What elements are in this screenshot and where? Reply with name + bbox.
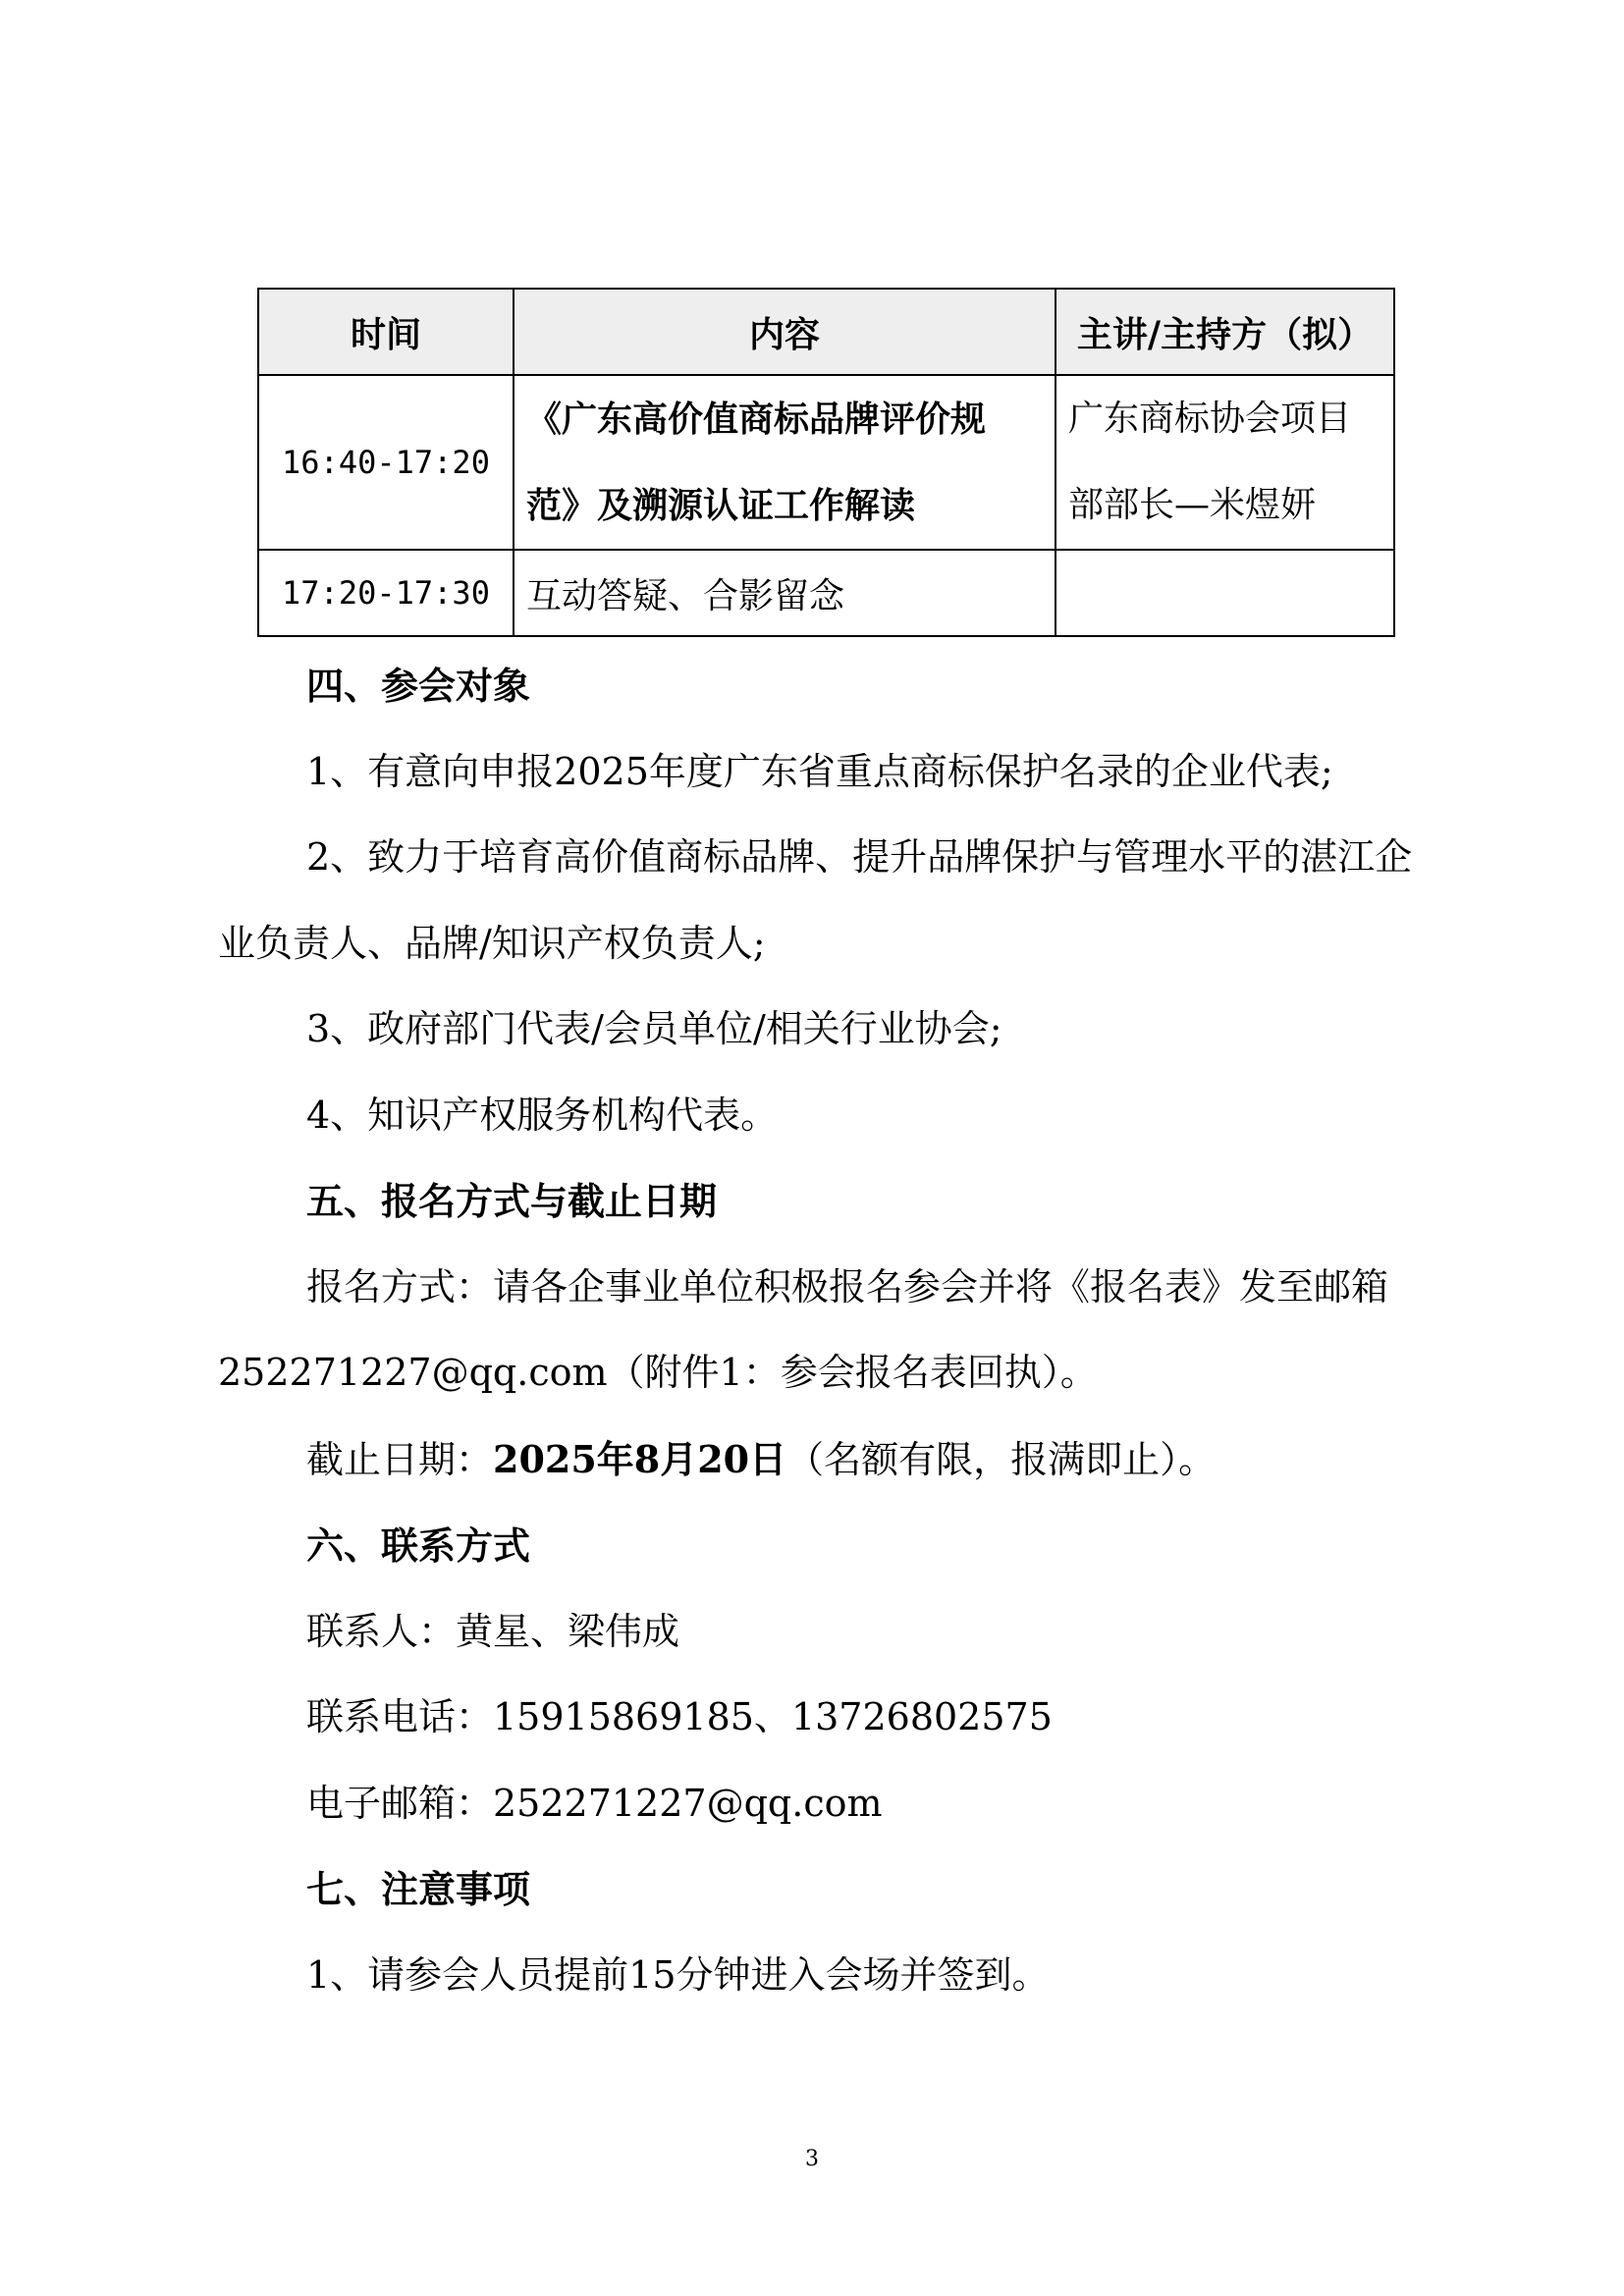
registration-method: 报名方式：请各企事业单位积极报名参会并将《报名表》发至邮箱252271227@qq.com（附件1：参会报名表回执）。 (218, 1264, 1389, 1394)
attendee-item: 2、致力于培育高价值商标品牌、提升品牌保护与管理水平的湛江企业负责人、品牌/知识产权负责人; (218, 835, 1413, 965)
contact-person: 联系人：黄星、梁伟成 (306, 1609, 680, 1653)
header-time: 时间 (258, 289, 514, 375)
content-cell: 互动答疑、合影留念 (514, 550, 1056, 636)
deadline-label: 截止日期： (306, 1437, 494, 1481)
time-cell: 16:40-17:20 (258, 375, 514, 550)
attendee-item: 1、有意向申报2025年度广东省重点商标保护名录的企业代表; (306, 749, 1333, 793)
table-header-row (258, 289, 1394, 375)
content-cell (514, 375, 1056, 550)
note-item: 1、请参会人员提前15分钟进入会场并签到。 (306, 1952, 1050, 1997)
header-speaker: 主讲/主持方（拟） (1056, 289, 1394, 375)
attendee-item: 3、政府部门代表/会员单位/相关行业协会; (306, 1007, 1002, 1050)
speaker-cell (1056, 550, 1394, 636)
section-heading-notes: 七、注意事项 (306, 1867, 531, 1911)
contact-email: 电子邮箱：252271227@qq.com (306, 1781, 883, 1825)
page-number: 3 (805, 2147, 819, 2171)
schedule-table (257, 288, 1395, 637)
content-line: 范》及溯源认证工作解读 (526, 485, 916, 526)
contact-phone: 联系电话：15915869185、13726802575 (306, 1695, 1053, 1738)
deadline-date: 2025年8月20日 (493, 1436, 787, 1481)
deadline-note: （名额有限，报满即止）。 (786, 1437, 1217, 1481)
header-content: 内容 (514, 289, 1056, 375)
speaker-line: 部部长—米煜妍 (1068, 485, 1317, 525)
table-row (258, 375, 1394, 550)
speaker-cell (1056, 375, 1394, 550)
attendee-item: 4、知识产权服务机构代表。 (306, 1093, 779, 1137)
registration-deadline (218, 1416, 1428, 1504)
time-cell: 17:20-17:30 (258, 550, 514, 636)
content-line: 《广东高价值商标品牌评价规 (526, 399, 987, 440)
section-heading-registration: 五、报名方式与截止日期 (306, 1179, 718, 1223)
speaker-line: 广东商标协会项目 (1068, 399, 1352, 439)
section-heading-attendees: 四、参会对象 (306, 664, 531, 708)
document-body (218, 643, 1428, 2018)
table-row (258, 550, 1394, 636)
section-heading-contact: 六、联系方式 (306, 1523, 531, 1568)
